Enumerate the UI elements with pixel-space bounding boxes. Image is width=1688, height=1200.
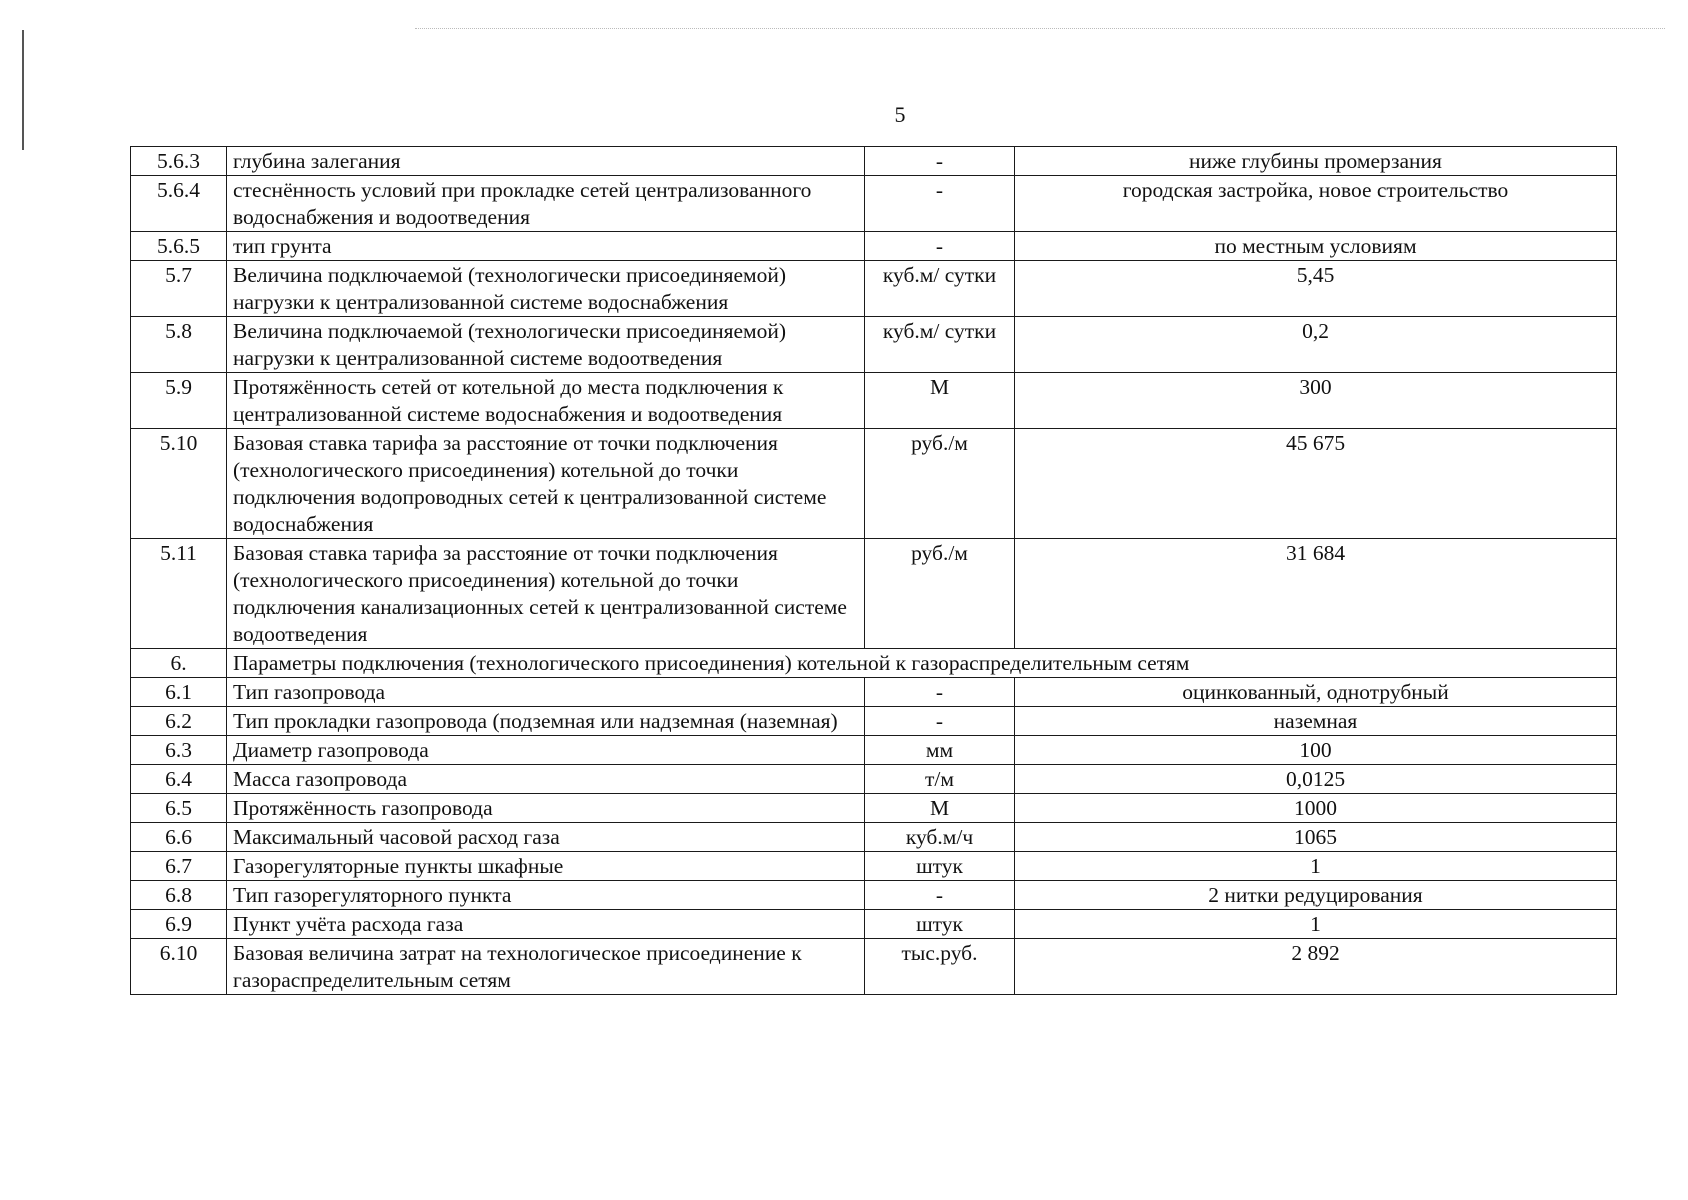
row-number: 6.3 xyxy=(131,736,227,765)
unit-cell: М xyxy=(865,373,1015,429)
table-row xyxy=(131,939,1617,995)
value-cell: наземная xyxy=(1015,707,1617,736)
unit-cell: - xyxy=(865,147,1015,176)
unit-cell: куб.м/ сутки xyxy=(865,261,1015,317)
unit-cell: руб./м xyxy=(865,429,1015,539)
parameter-name: Протяжённость газопровода xyxy=(227,794,865,823)
table-row xyxy=(131,852,1617,881)
parameter-name: Базовая величина затрат на технологическое присоединение к газораспределительным сетям xyxy=(227,939,865,995)
top-dotted-rule xyxy=(415,28,1665,29)
row-number: 6.5 xyxy=(131,794,227,823)
parameter-name: Масса газопровода xyxy=(227,765,865,794)
value-cell: 1065 xyxy=(1015,823,1617,852)
parameter-name: тип грунта xyxy=(227,232,865,261)
section-title: Параметры подключения (технологического присоединения) котельной к газораспределительным сетям xyxy=(227,649,1617,678)
table-row xyxy=(131,429,1617,539)
parameter-name: Газорегуляторные пункты шкафные xyxy=(227,852,865,881)
row-number: 5.10 xyxy=(131,429,227,539)
value-cell: городская застройка, новое строительство xyxy=(1015,176,1617,232)
value-cell: по местным условиям xyxy=(1015,232,1617,261)
table-row xyxy=(131,881,1617,910)
value-cell: 31 684 xyxy=(1015,539,1617,649)
parameters-table-body xyxy=(131,147,1617,995)
table-row xyxy=(131,147,1617,176)
value-cell: 0,0125 xyxy=(1015,765,1617,794)
table-row xyxy=(131,373,1617,429)
row-number: 6.4 xyxy=(131,765,227,794)
parameter-name: Величина подключаемой (технологически присоединяемой) нагрузки к централизованной системе водоотведения xyxy=(227,317,865,373)
table-row xyxy=(131,317,1617,373)
row-number: 5.6.5 xyxy=(131,232,227,261)
table-row xyxy=(131,232,1617,261)
parameter-name: Пункт учёта расхода газа xyxy=(227,910,865,939)
parameter-name: Тип газорегуляторного пункта xyxy=(227,881,865,910)
row-number: 6.8 xyxy=(131,881,227,910)
unit-cell: куб.м/ сутки xyxy=(865,317,1015,373)
section-row xyxy=(131,649,1617,678)
parameter-name: Базовая ставка тарифа за расстояние от точки подключения (технологического присоединения) котельной до точки подключения канализационных сетей к централизованной системе водоотведения xyxy=(227,539,865,649)
table-row xyxy=(131,765,1617,794)
unit-cell: тыс.руб. xyxy=(865,939,1015,995)
unit-cell: штук xyxy=(865,910,1015,939)
unit-cell: руб./м xyxy=(865,539,1015,649)
unit-cell: М xyxy=(865,794,1015,823)
parameter-name: Тип прокладки газопровода (подземная или надземная (наземная) xyxy=(227,707,865,736)
table-row xyxy=(131,678,1617,707)
table-row xyxy=(131,736,1617,765)
unit-cell: - xyxy=(865,176,1015,232)
value-cell: 100 xyxy=(1015,736,1617,765)
parameter-name: Максимальный часовой расход газа xyxy=(227,823,865,852)
value-cell: ниже глубины промерзания xyxy=(1015,147,1617,176)
value-cell: 1 xyxy=(1015,852,1617,881)
table-row xyxy=(131,794,1617,823)
parameter-name: Диаметр газопровода xyxy=(227,736,865,765)
unit-cell: - xyxy=(865,232,1015,261)
table-row xyxy=(131,707,1617,736)
row-number: 6.1 xyxy=(131,678,227,707)
value-cell: 300 xyxy=(1015,373,1617,429)
value-cell: 5,45 xyxy=(1015,261,1617,317)
unit-cell: куб.м/ч xyxy=(865,823,1015,852)
row-number: 6.10 xyxy=(131,939,227,995)
row-number: 5.9 xyxy=(131,373,227,429)
row-number: 5.6.3 xyxy=(131,147,227,176)
parameter-name: Величина подключаемой (технологически присоединяемой) нагрузки к централизованной системе водоснабжения xyxy=(227,261,865,317)
page-number: 5 xyxy=(894,102,906,127)
row-number: 6. xyxy=(131,649,227,678)
table-row xyxy=(131,261,1617,317)
scan-edge-mark xyxy=(22,30,24,150)
table-row xyxy=(131,823,1617,852)
value-cell: 2 892 xyxy=(1015,939,1617,995)
parameter-name: глубина залегания xyxy=(227,147,865,176)
row-number: 5.6.4 xyxy=(131,176,227,232)
value-cell: 1000 xyxy=(1015,794,1617,823)
unit-cell: - xyxy=(865,881,1015,910)
unit-cell: штук xyxy=(865,852,1015,881)
value-cell: 2 нитки редуцирования xyxy=(1015,881,1617,910)
value-cell: 1 xyxy=(1015,910,1617,939)
parameter-name: Тип газопровода xyxy=(227,678,865,707)
table-row xyxy=(131,539,1617,649)
parameters-table xyxy=(130,146,1617,995)
value-cell: 45 675 xyxy=(1015,429,1617,539)
row-number: 5.8 xyxy=(131,317,227,373)
value-cell: 0,2 xyxy=(1015,317,1617,373)
row-number: 5.7 xyxy=(131,261,227,317)
parameter-name: стеснённость условий при прокладке сетей централизованного водоснабжения и водоотведения xyxy=(227,176,865,232)
unit-cell: - xyxy=(865,707,1015,736)
value-cell: оцинкованный, однотрубный xyxy=(1015,678,1617,707)
unit-cell: т/м xyxy=(865,765,1015,794)
unit-cell: - xyxy=(865,678,1015,707)
row-number: 6.6 xyxy=(131,823,227,852)
table-row xyxy=(131,176,1617,232)
parameter-name: Протяжённость сетей от котельной до места подключения к централизованной системе водоснабжения и водоотведения xyxy=(227,373,865,429)
row-number: 5.11 xyxy=(131,539,227,649)
row-number: 6.7 xyxy=(131,852,227,881)
unit-cell: мм xyxy=(865,736,1015,765)
table-row xyxy=(131,910,1617,939)
row-number: 6.9 xyxy=(131,910,227,939)
row-number: 6.2 xyxy=(131,707,227,736)
parameter-name: Базовая ставка тарифа за расстояние от точки подключения (технологического присоединения) котельной до точки подключения водопроводных сетей к централизованной системе водоснабжения xyxy=(227,429,865,539)
